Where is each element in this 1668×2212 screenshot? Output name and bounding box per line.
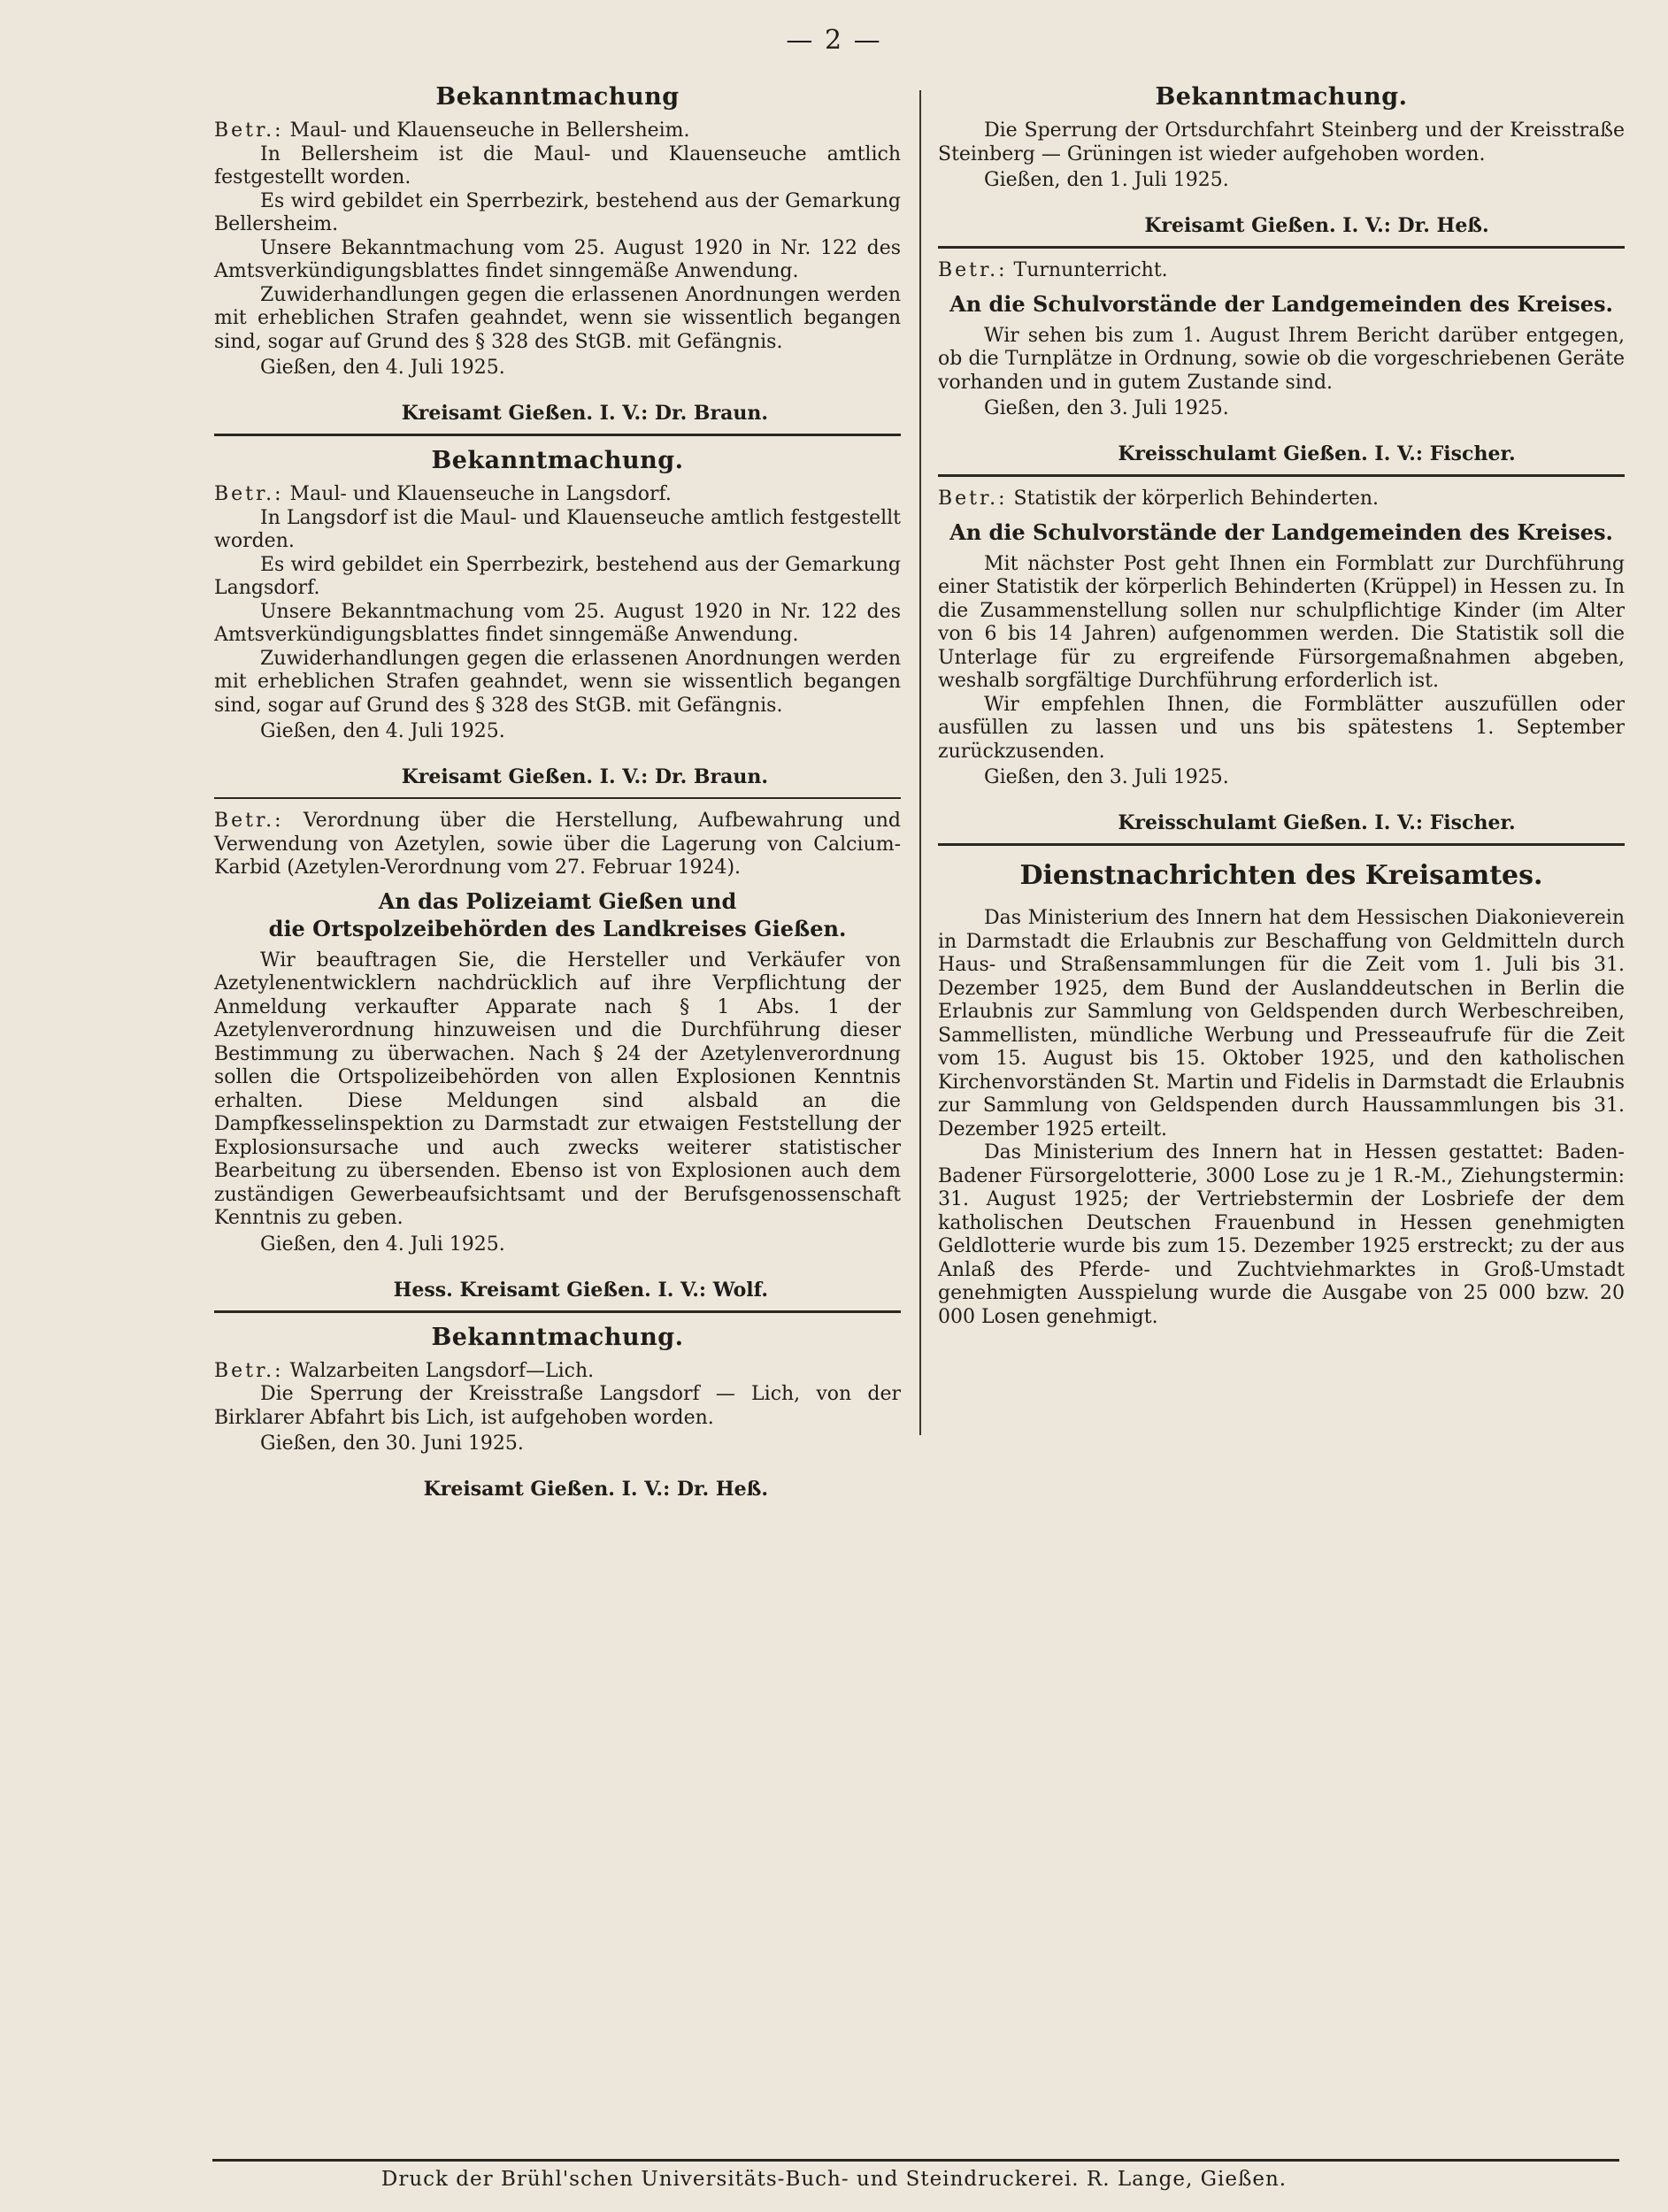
notice-date: Gießen, den 3. Juli 1925. [984,397,1229,420]
notice-statistik [938,488,1625,836]
paragraph: Zuwiderhandlungen gegen die erlassenen Anordnungen werden mit erheblichen Strafen geahndet, wenn sie wissentlich begangen sind, sogar auf Grund des § 328 des StGB. mit Gefängnis. [214,283,901,353]
notice-title: Bekanntmachung. [1155,83,1408,111]
paragraph: Wir empfehlen Ihnen, die Formblätter auszufüllen oder ausfüllen zu lassen und uns bis spätestens 1. September zurückzusenden. [938,693,1625,763]
betr-subject: Verordnung über die Herstellung, Aufbewahrung und Verwendung von Azetylen, sowie über die Lagerung von Calcium-Karbid (Azetylen-Verordnung vom 27. Februar 1924). [214,810,901,879]
notice-signature: Kreisamt Gießen. I. V.: Dr. Braun. [401,765,768,788]
notice-date: Gießen, den 3. Juli 1925. [984,766,1229,789]
left-column [214,80,901,1502]
paragraph: Es wird gebildet ein Sperrbezirk, bestehend aus der Gemarkung Langsdorf. [214,553,901,599]
paragraph: Wir beauftragen Sie, die Hersteller und Verkäufer von Azetylenentwicklern nachdrücklich auf ihre Verpflichtung der Anmeldung verkaufter Apparate nach § 1 Abs. 1 der Azetylenverordnung hinzuweisen und die Durchführung dieser Bestimmung zu überwachen. Nach § 24 der Azetylenverordnung sollen die Ortspolizeibehörden von allen Explosionen Kenntnis erhalten. Diese Meldungen sind alsbald an die Dampfkesselinspektion zu Darmstadt zur etwaigen Feststellung der Explosionsursache und auch zwecks weiterer statistischer Bearbeitung zu übersenden. Ebenso ist von Explosionen auch dem zuständigen Gewerbeaufsichtsamt und der Berufsgenossenschaft Kenntnis zu geben. [214,949,901,1230]
section-rule [214,797,901,799]
notice-heading: An die Schulvorstände der Landgemeinden des Kreises. [949,290,1613,317]
printer-imprint: Druck der Brühl'schen Universitäts-Buch- und Steindruckerei. R. Lange, Gießen. [380,2168,1288,2191]
notice-steinberg [938,83,1625,239]
betr-label: Betr.: [938,259,1008,281]
notice-azetylen [214,810,901,1303]
betr-subject: Turnunterricht. [1013,259,1168,281]
section-rule [938,843,1625,846]
notice-signature: Kreisamt Gießen. I. V.: Dr. Heß. [423,1478,768,1502]
notice-langsdorf [214,447,901,790]
betr-label: Betr.: [214,810,284,832]
notice-signature: Kreisamt Gießen. I. V.: Dr. Heß. [1144,214,1489,237]
paragraph: In Langsdorf ist die Maul- und Klauenseuche amtlich festgestellt worden. [214,506,901,552]
paragraph: Unsere Bekanntmachung vom 25. August 1920 in Nr. 122 des Amtsverkündigungsblattes findet sinngemäße Anwendung. [214,236,901,282]
paragraph: Das Ministerium des Innern hat in Hessen gestattet: Baden-Badener Fürsorgelotterie, 3000 Lose zu je 1 R.-M., Ziehungstermin: 31. August 1925; der Vertriebstermin der Losbriefe der dem katholischen Deutschen Frauenbund in Hessen genehmigten Geldlotterie wurde bis zum 15. Dezember 1925 erstreckt; zu der aus Anlaß des Pferde- und Zuchtviehmarktes in Groß-Umstadt genehmigten Ausspielung wurde die Ausgabe von 25 000 bzw. 20 000 Losen genehmigt. [938,1141,1625,1328]
betr-label: Betr.: [214,483,284,505]
notice-heading [214,887,901,942]
notice-date: Gießen, den 4. Juli 1925. [260,1233,505,1256]
section-rule [938,474,1625,477]
page-number: — 2 — [786,25,882,56]
column-divider [919,90,921,1435]
heading-line: An das Polizeiamt Gießen und [378,887,737,914]
section-heading: Dienstnachrichten des Kreisamtes. [1019,860,1543,892]
notice-signature: Kreisschulamt Gießen. I. V.: Fischer. [1118,442,1516,466]
betr-label: Betr.: [938,488,1008,511]
paragraph: Wir sehen bis zum 1. August Ihrem Bericht darüber entgegen, ob die Turnplätze in Ordnung, sowie ob die vorgeschriebenen Geräte vorhanden und in gutem Zustande sind. [938,324,1625,394]
paragraph: In Bellersheim ist die Maul- und Klauenseuche amtlich festgestellt worden. [214,142,901,188]
notice-signature: Kreisamt Gießen. I. V.: Dr. Braun. [401,402,768,425]
notice-bellersheim [214,83,901,426]
paragraph: Zuwiderhandlungen gegen die erlassenen Anordnungen werden mit erheblichen Strafen geahndet, wenn sie wissentlich begangen sind, sogar auf Grund des § 328 des StGB. mit Gefängnis. [214,647,901,717]
paragraph: Das Ministerium des Innern hat dem Hessischen Diakonieverein in Darmstadt die Erlaubnis zur Beschaffung von Geldmitteln durch Haus- und Straßensammlungen für die Zeit vom 1. Juli bis 31. Dezember 1925, dem Bund der Auslanddeutschen in Berlin die Erlaubnis zur Sammlung von Geldspenden durch Werbeschreiben, Sammellisten, mündliche Werbung und Presseaufrufe für die Zeit vom 15. August bis 15. Oktober 1925, und den katholischen Kirchenvorständen St. Martin und Fidelis in Darmstadt die Erlaubnis zur Sammlung von Geldspenden durch Haussammlungen bis 31. Dezember 1925 erteilt. [938,907,1625,1141]
notice-title: Bekanntmachung. [431,447,684,474]
notice-date: Gießen, den 30. Juni 1925. [260,1432,524,1455]
notice-title: Bekanntmachung. [431,1323,684,1351]
paragraph: Unsere Bekanntmachung vom 25. August 1920 in Nr. 122 des Amtsverkündigungsblattes findet sinngemäße Anwendung. [214,600,901,646]
notice-date: Gießen, den 4. Juli 1925. [260,720,505,742]
paragraph: Mit nächster Post geht Ihnen ein Formblatt zur Durchführung einer Statistik der körperlich Behinderten (Krüppel) in Hessen zu. In die Zusammenstellung sollen nur schulpflichtige Kinder (im Alter von 6 bis 14 Jahren) aufgenommen werden. Die Statistik soll die Unterlage für zu ergreifende Fürsorgemaßnahmen abgeben, weshalb sorgfältige Durchführung erforderlich ist. [938,552,1625,693]
notice-date: Gießen, den 4. Juli 1925. [260,357,505,379]
paragraph: Die Sperrung der Ortsdurchfahrt Steinberg und der Kreisstraße Steinberg — Grüningen ist wieder aufgehoben worden. [938,119,1625,165]
notice-signature: Hess. Kreisamt Gießen. I. V.: Wolf. [393,1278,768,1302]
notice-walzarbeiten [214,1324,901,1503]
betr-subject: Walzarbeiten Langsdorf—Lich. [289,1359,595,1382]
notice-heading: An die Schulvorstände der Landgemeinden des Kreises. [949,518,1613,545]
right-column [938,80,1625,1329]
betr-subject: Maul- und Klauenseuche in Langsdorf. [289,483,672,505]
section-rule [214,434,901,436]
notice-title: Bekanntmachung [435,83,680,111]
dienstnachrichten [938,858,1625,1329]
section-rule [938,246,1625,249]
heading-line: die Ortspolzeibehörden des Landkreises Gießen. [268,915,847,941]
betr-label: Betr.: [214,119,284,142]
section-rule [214,1310,901,1313]
notice-turnunterricht [938,259,1625,467]
betr-subject: Maul- und Klauenseuche in Bellersheim. [289,119,690,142]
betr-subject: Statistik der körperlich Behinderten. [1013,488,1380,511]
betr-label: Betr.: [214,1359,284,1382]
paragraph: Es wird gebildet ein Sperrbezirk, bestehend aus der Gemarkung Bellersheim. [214,189,901,235]
paragraph: Die Sperrung der Kreisstraße Langsdorf — Lich, von der Birklarer Abfahrt bis Lich, ist aufgehoben worden. [214,1383,901,1429]
footer-rule [212,2159,1619,2162]
notice-signature: Kreisschulamt Gießen. I. V.: Fischer. [1118,811,1516,835]
notice-date: Gießen, den 1. Juli 1925. [984,169,1229,191]
